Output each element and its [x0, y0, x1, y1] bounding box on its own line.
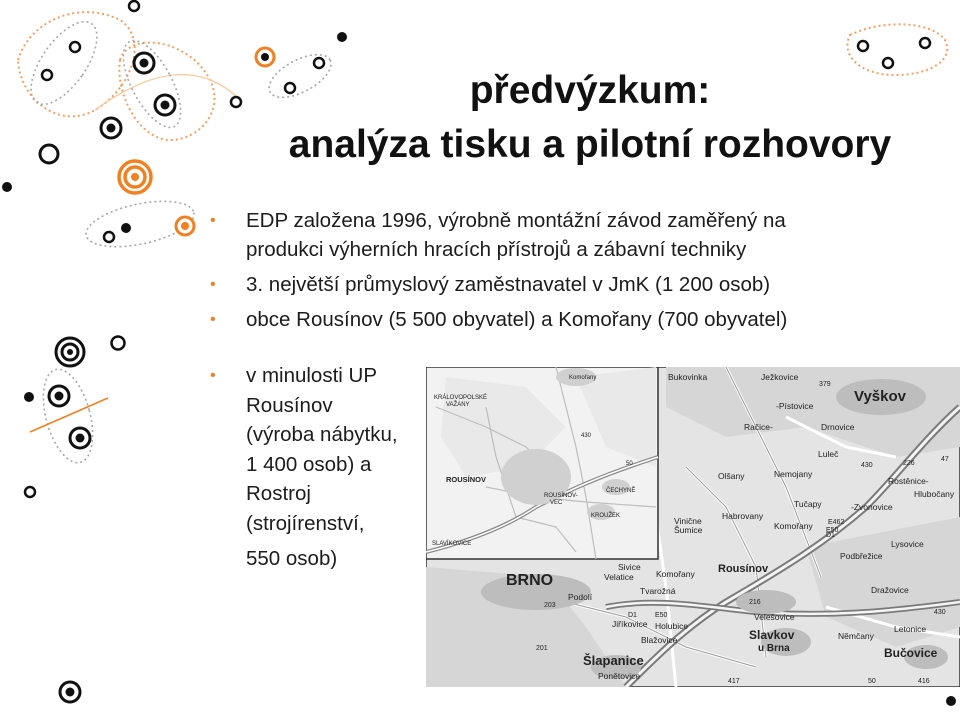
bullet-text: (strojírenství,: [246, 511, 365, 535]
bullet-text: 1 400 osob) a: [246, 452, 372, 476]
map-place-label: Holubice: [655, 621, 689, 631]
town-area: [736, 590, 796, 614]
orange-target-circle: [176, 217, 194, 235]
inset-road-number: 50: [626, 461, 633, 467]
region-map: [426, 367, 960, 687]
target-circle: [101, 118, 121, 138]
map-place-label: Rousínov: [718, 563, 769, 575]
open-circle: [25, 487, 35, 497]
map-place-label: Němčany: [838, 631, 874, 641]
filled-dot: [121, 223, 131, 233]
map-place-label: Velatice: [604, 572, 634, 582]
inset-label: Komořany: [569, 375, 597, 381]
map-place-label: Dražovice: [871, 585, 909, 595]
accent-line: [30, 398, 108, 432]
inset-label: ROUSÍNOV: [446, 475, 487, 484]
map-road-number: 47: [941, 456, 949, 463]
open-circle: [883, 58, 893, 68]
map-road-number: 226: [903, 460, 915, 467]
bullet-text: Rousínov: [246, 393, 333, 417]
target-circle: [155, 95, 175, 115]
bullet-text: EDP založena 1996, výrobně montážní závod zaměřený na: [246, 209, 786, 232]
orange-target-circle: [256, 48, 274, 66]
map-road-number: 430: [861, 462, 873, 469]
map-place-label: Nemojany: [774, 469, 813, 479]
enclosure-outline: [112, 32, 192, 136]
map-place-label: Ježkovice: [761, 372, 799, 382]
open-circle: [129, 1, 139, 11]
map-place-label: Podolí: [568, 592, 593, 602]
map-place-label: -Pístovice: [776, 401, 814, 411]
map-road-number: 216: [749, 599, 761, 606]
map-place-label: u Brna: [758, 643, 790, 654]
map-place-label: Komořany: [656, 569, 695, 579]
open-circle: [920, 38, 930, 48]
inset-road-number: 430: [581, 433, 592, 439]
map-road-number: 50: [868, 678, 876, 685]
open-circle: [70, 42, 80, 52]
map-place-label: Hlubočany: [914, 489, 955, 499]
open-circle: [112, 337, 125, 350]
map-road-number: 379: [819, 381, 831, 388]
inset-label: KROUŽEK: [591, 513, 621, 519]
map-place-label: Olšany: [718, 471, 745, 481]
map-road-number: D1: [826, 532, 835, 539]
filled-dot: [337, 32, 347, 42]
map-place-label: BRNO: [506, 572, 554, 589]
map-place-label: Letonice: [894, 624, 927, 634]
map-place-label: -Zvonovice: [851, 502, 893, 512]
map-road-number: E50: [655, 612, 668, 619]
map-place-label: Tvarožná: [640, 586, 676, 596]
map-place-label: Sivice: [618, 562, 641, 572]
map-place-label: Šlapanice: [583, 653, 644, 668]
map-road-number: 417: [728, 678, 740, 685]
filled-dot: [2, 182, 12, 192]
inset-map: [426, 367, 658, 559]
map-place-label: Lysovice: [891, 539, 924, 549]
map-road-number: 416: [918, 678, 930, 685]
map-place-label: Vyškov: [854, 388, 906, 405]
bullet-item: [246, 206, 786, 264]
map-place-label: Jiříkovice: [612, 619, 648, 629]
bullet-text: (výroba nábytku,: [246, 423, 398, 446]
filled-dot: [946, 696, 956, 706]
map-place-label: Ponětovice: [598, 671, 641, 681]
map-place-label: Drnovice: [821, 422, 855, 432]
bullet-item: • 3. největší průmyslový zaměstnavatel v JmK (1 200 osob): [246, 270, 770, 299]
map-place-label: Podbřežice: [840, 551, 883, 561]
target-circle: [49, 386, 69, 406]
target-circle: [134, 53, 154, 73]
bullet-text: 550 osob): [246, 547, 338, 570]
enclosure-outline: [18, 11, 109, 115]
map-place-label: Bukovinka: [668, 372, 708, 382]
enclosure-outline: [18, 12, 135, 116]
map-place-label: Vinične: [674, 516, 702, 526]
target-circle: [60, 682, 80, 702]
target-circle: [56, 338, 84, 366]
target-circle: [70, 428, 90, 448]
map-place-label: Slavkov: [749, 628, 795, 642]
inset-label: VEC: [550, 500, 563, 506]
map-place-label: Blažovice: [641, 635, 678, 645]
map-place-label: Rostěnice-: [888, 476, 929, 486]
map-road-number: 430: [934, 609, 946, 616]
open-circle: [40, 145, 58, 163]
bullet-item: • obce Rousínov (5 500 obyvatel) a Komořany (700 obyvatel): [246, 305, 787, 334]
inset-label: KRÁLOVOPOLSKÉ: [434, 395, 488, 401]
map-road-number: E462: [828, 519, 845, 526]
map-road-number: E50: [826, 527, 839, 534]
bullet-text: Rostroj: [246, 482, 311, 505]
bullet-text: • v minulosti UP: [246, 364, 378, 387]
bullet-text: produkci výherních hracích přístrojů a zábavní techniky: [246, 238, 747, 261]
open-circle: [104, 232, 114, 242]
inset-label: VAŽANY: [446, 402, 470, 408]
map-road-number: D1: [628, 612, 637, 619]
inset-label: SLAVÍKOVICE: [432, 541, 472, 547]
map-road-number: 203: [544, 602, 556, 609]
slide-title-line2: analýza tisku a pilotní rozhovory: [288, 123, 892, 166]
map-place-label: Habrovany: [722, 511, 764, 521]
map-road-number: 201: [536, 645, 548, 652]
inset-label: ČECHYNĚ: [606, 488, 636, 494]
inset-label: ROUSÍNOV-: [544, 493, 578, 499]
map-place-label: Velešovice: [754, 612, 795, 622]
map-place-label: Luleč: [818, 449, 839, 459]
slide-title-line1: předvýzkum:: [469, 69, 711, 112]
open-circle: [858, 41, 868, 51]
open-circle: [314, 58, 324, 68]
map-place-label: Komořany: [774, 521, 813, 531]
map-place-label: Šumice: [674, 525, 703, 535]
map-place-label: Bučovice: [884, 646, 938, 660]
map-place-label: Račice-: [744, 422, 773, 432]
open-circle: [42, 70, 52, 80]
bullet-item: [246, 361, 398, 574]
orange-target-circle: [119, 161, 151, 193]
map-place-label: Tučapy: [794, 499, 822, 509]
filled-dot: [24, 392, 34, 402]
